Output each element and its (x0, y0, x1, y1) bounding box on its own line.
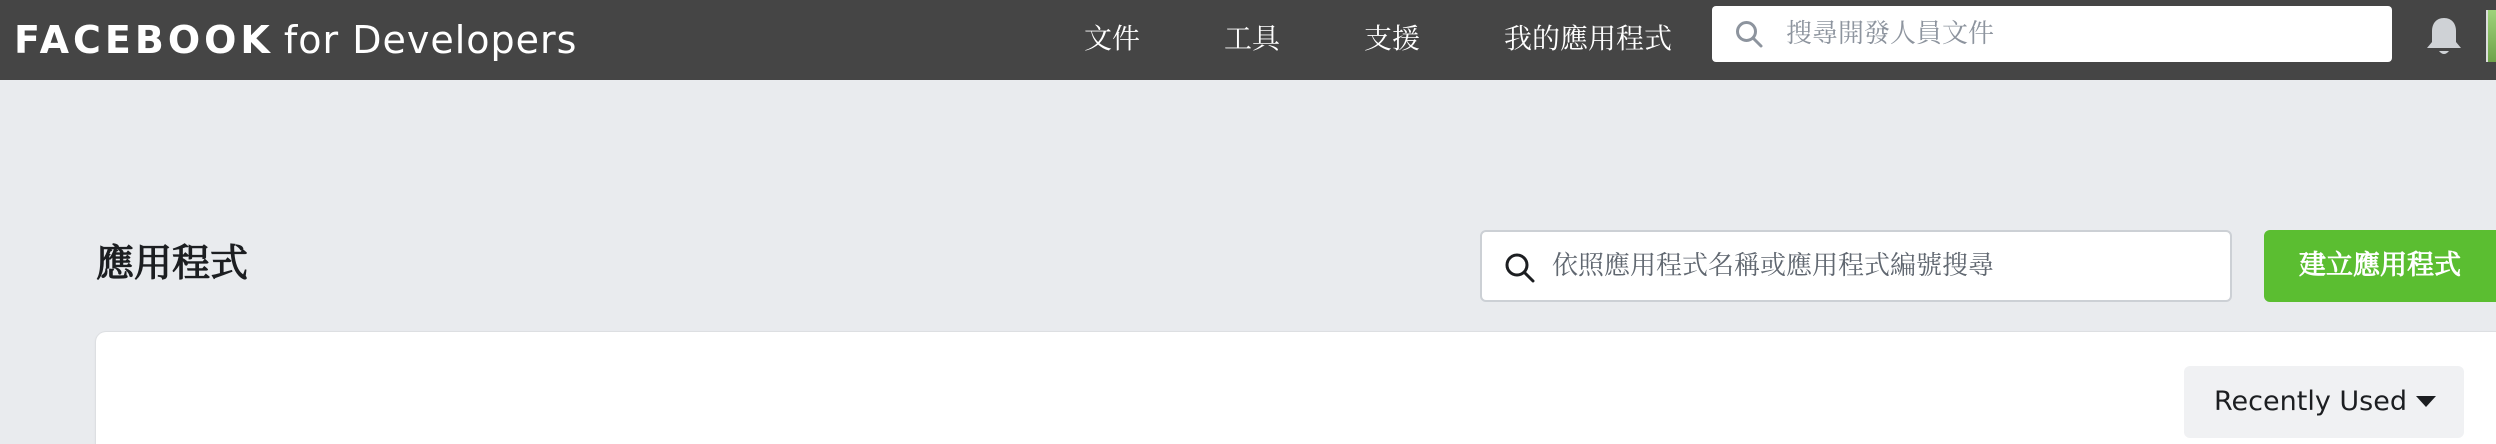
facebook-developers-logo[interactable] (14, 10, 577, 70)
search-icon (1504, 252, 1536, 284)
docs-search-input[interactable] (1786, 6, 2366, 62)
apps-list-card (96, 332, 2496, 444)
app-search-box[interactable] (1480, 230, 2232, 302)
top-navigation-bar (0, 0, 2496, 80)
nav-support[interactable]: 支援 (1364, 22, 1421, 55)
bell-icon[interactable] (2424, 14, 2464, 58)
sort-dropdown[interactable] (2184, 366, 2464, 438)
app-search-input[interactable] (1552, 232, 2212, 300)
avatar[interactable] (2486, 10, 2496, 62)
create-app-button[interactable]: 建立應用程式 (2264, 230, 2496, 302)
sort-selected-value: Recently Used (2214, 386, 2407, 417)
docs-search-box[interactable] (1712, 6, 2392, 62)
nav-tools[interactable]: 工具 (1224, 22, 1281, 55)
logo-brand: FACEBOOK (14, 18, 274, 62)
search-icon (1734, 19, 1764, 49)
nav-docs[interactable]: 文件 (1084, 22, 1141, 55)
nav-my-apps[interactable]: 我的應用程式 (1504, 22, 1673, 55)
caret-down-icon (2416, 396, 2436, 407)
page-title: 應用程式 (96, 241, 249, 285)
logo-suffix: for Developers (283, 18, 578, 62)
